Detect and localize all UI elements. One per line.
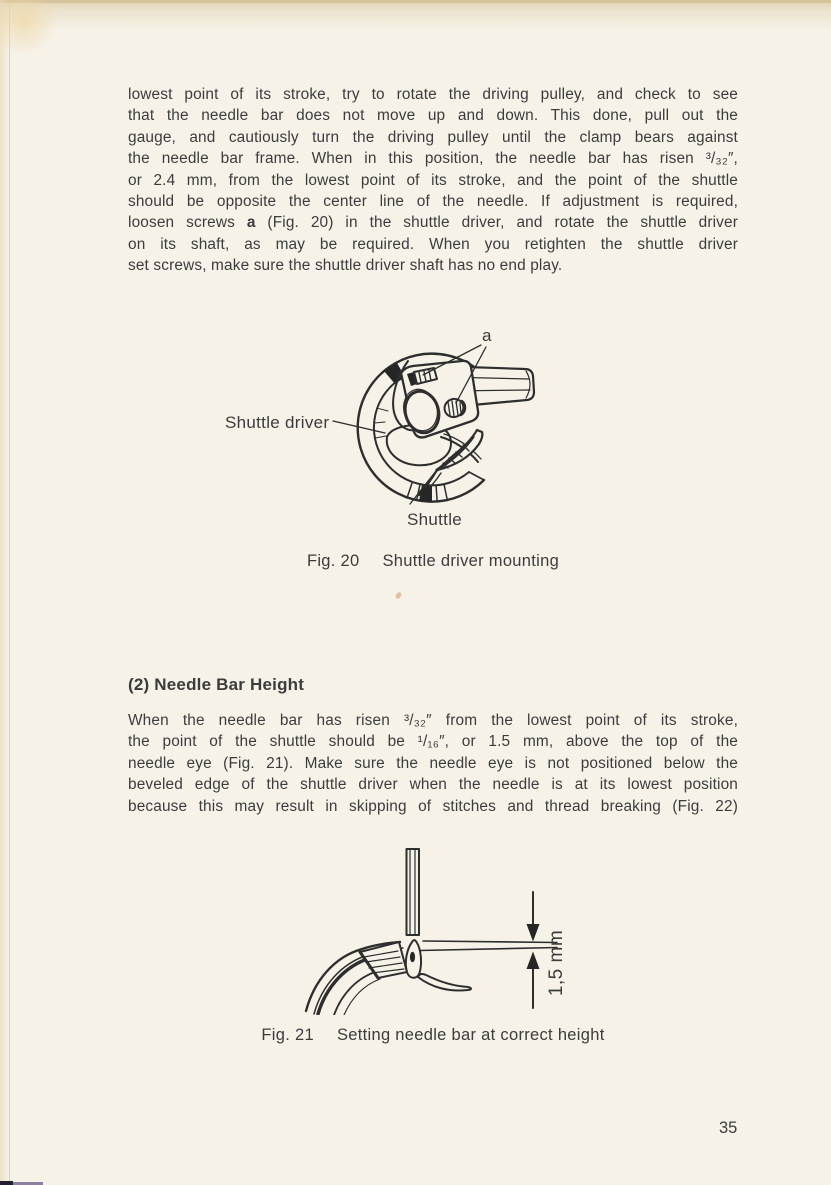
text-line: should be opposite the center line of the needle. If adjustment is required,	[128, 192, 738, 210]
scan-edge-left	[0, 0, 10, 1185]
page-number: 35	[719, 1119, 738, 1137]
text-line: When the needle bar has risen ³/₃₂″ from the lowest point of its stroke,	[128, 712, 738, 729]
shuttle-horn	[418, 974, 471, 991]
text-line: on its shaft, as may be required. When you retighten the shuttle driver	[128, 235, 738, 253]
shuttle-driver-hub	[399, 361, 478, 438]
fig20-caption-number: Fig. 20	[306, 552, 360, 570]
text-line: gauge, and cautiously turn the driving pulley until the clamp bears against	[128, 128, 738, 146]
fig21-caption-text: Setting needle bar at correct height	[336, 1026, 605, 1044]
paragraph-needle-bar-height	[128, 710, 738, 817]
dimension-lines	[420, 892, 557, 1008]
fig20-label-shuttle: Shuttle	[407, 510, 463, 529]
paragraph-shuttle-timing	[128, 84, 738, 277]
text-line: needle eye (Fig. 21). Make sure the needle eye is not positioned below the	[128, 754, 738, 772]
scan-speck	[394, 591, 402, 600]
text-line: set screws, make sure the shuttle driver shaft has no end play.	[128, 257, 563, 275]
text-line: the needle bar frame. When in this position, the needle bar has risen ³/₃₂″,	[128, 150, 738, 168]
scan-edge-top	[0, 0, 831, 30]
text-line: the point of the shuttle should be ¹/₁₆″, or 1.5 mm, above the top of the	[128, 733, 738, 751]
fig20-caption	[128, 552, 738, 571]
scan-stain	[0, 0, 58, 56]
fig21-caption	[128, 1026, 738, 1045]
needle-bar	[407, 849, 420, 935]
text-line: beveled edge of the shuttle driver when the needle is at its lowest position	[128, 776, 738, 794]
section-heading-needle-bar-height: (2) Needle Bar Height	[128, 675, 305, 694]
text-line: lowest point of its stroke, try to rotate the driving pulley, and check to see	[128, 86, 738, 103]
scan-edge-top-line	[0, 0, 831, 3]
fig21-dimension-label: 1,5 mm	[546, 929, 567, 997]
fig20-label-shuttle-driver: Shuttle driver	[225, 413, 330, 432]
needle-eye	[406, 940, 421, 978]
text-line: or 2.4 mm, from the lowest point of its stroke, and the point of the shuttle	[128, 171, 738, 189]
text-line: loosen screws a (Fig. 20) in the shuttle driver, and rotate the shuttle driver	[128, 214, 738, 232]
text-line: because this may result in skipping of stitches and thread breaking (Fig. 22)	[128, 797, 738, 815]
text-line: that the needle bar does not move up and down. This done, pull out the	[128, 107, 738, 125]
scan-artifact-bottom-left	[0, 1181, 13, 1185]
fig20-label-a: a	[482, 326, 492, 345]
fig21-caption-number: Fig. 21	[261, 1026, 314, 1044]
fig20-caption-text: Shuttle driver mounting	[382, 552, 560, 570]
